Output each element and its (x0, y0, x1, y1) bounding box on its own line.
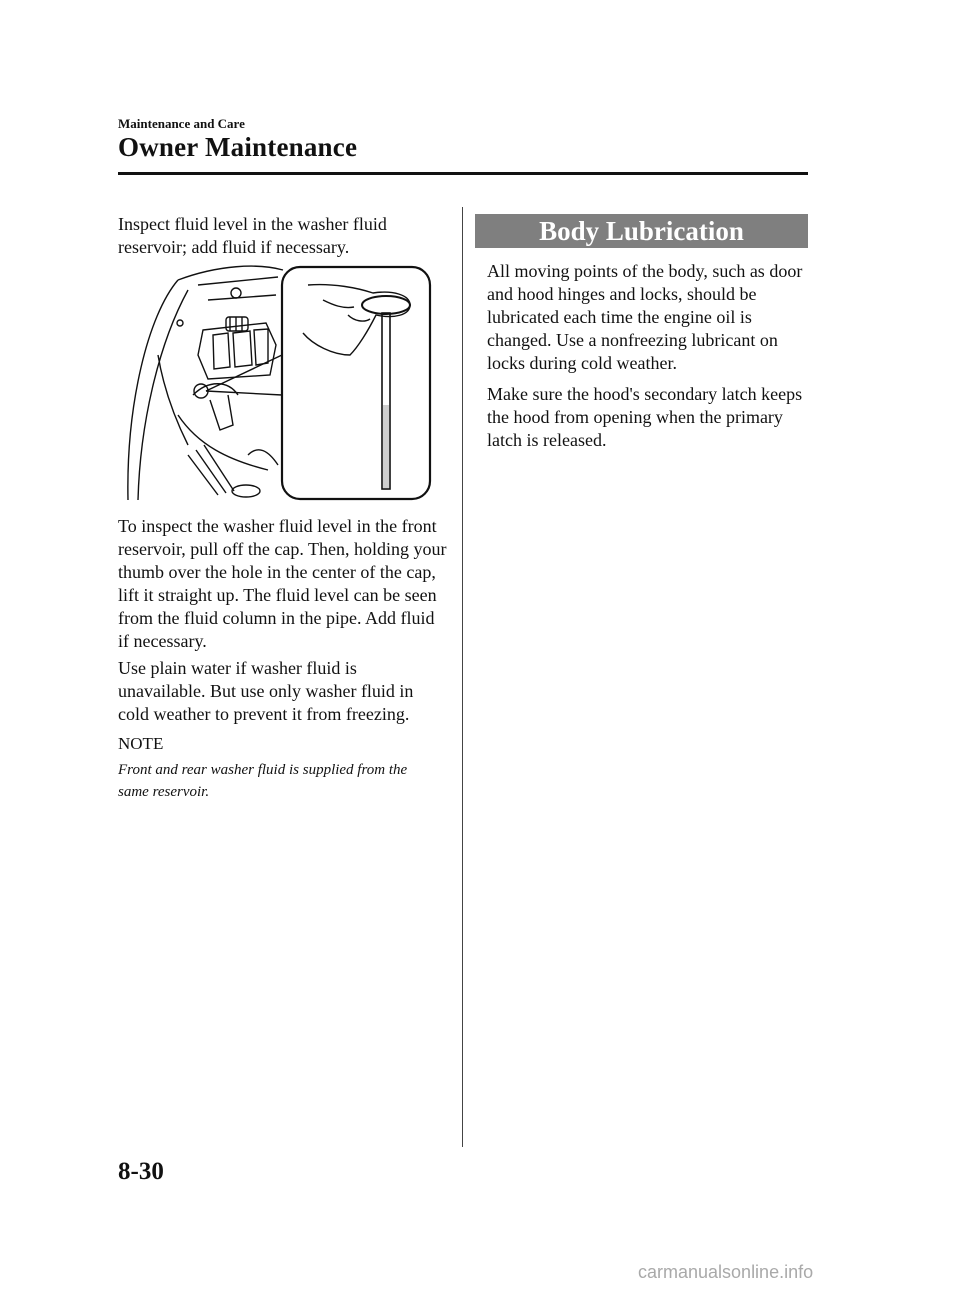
section-heading: Body Lubrication (475, 214, 808, 248)
page-title: Owner Maintenance (118, 132, 358, 162)
page-number: 8-30 (118, 1158, 164, 1185)
title-rule (118, 172, 808, 175)
note-label: NOTE (118, 734, 164, 753)
lubrication-paragraph: All moving points of the body, such as door and hood hinges and locks, should be lubricated each time the engine oil is changed. Use a nonfreezing lubricant on locks during cold weather. (487, 261, 803, 373)
section-label: Maintenance and Care (118, 116, 245, 131)
column-divider (462, 207, 463, 1147)
inspect-paragraph: To inspect the washer fluid level in the front reservoir, pull off the cap. Then, holding your thumb over the hole in the center of the cap, lift it straight up. The fluid level can be seen from the fluid column in the pipe. Add fluid if necessary. (118, 516, 447, 651)
note-text: Front and rear washer fluid is supplied from the same reservoir. (118, 762, 408, 800)
washer-reservoir-illustration (118, 255, 436, 505)
watermark: carmanualsonline.info (638, 1262, 814, 1282)
latch-paragraph: Make sure the hood's secondary latch keeps the hood from opening when the primary latch is released. (487, 384, 803, 450)
plain-water-paragraph: Use plain water if washer fluid is unavailable. But use only washer fluid in cold weather to prevent it from freezing. (118, 658, 414, 724)
intro-paragraph: Inspect fluid level in the washer fluid reservoir; add fluid if necessary. (118, 214, 387, 257)
